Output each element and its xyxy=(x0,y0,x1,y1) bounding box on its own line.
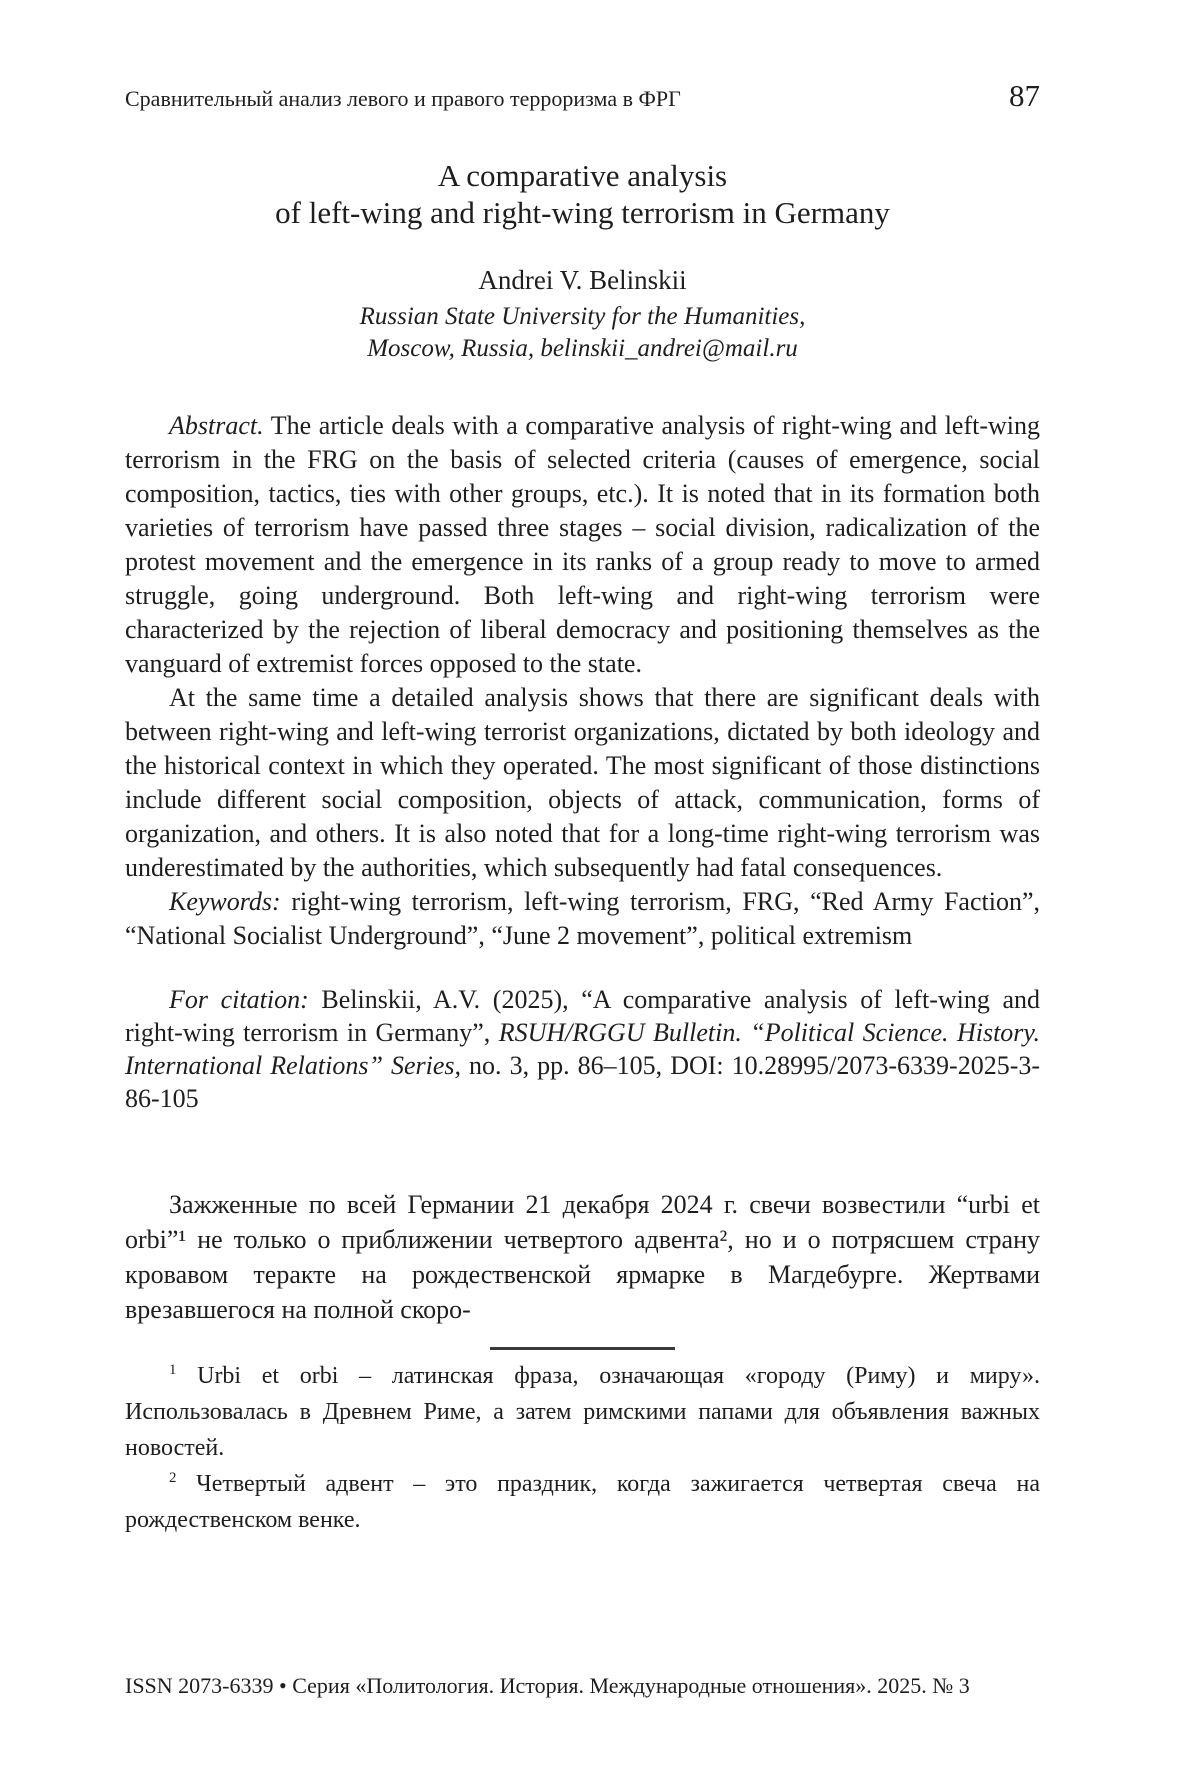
body-paragraph xyxy=(125,1187,1040,1327)
keywords-label: Keywords: xyxy=(169,887,281,916)
footnote-1 xyxy=(125,1358,1040,1466)
page-number: 87 xyxy=(1009,78,1040,113)
citation-text-2: no. 3, pp. 86–105, DOI: 10.28995/2073-6339-2025-3-86-105 xyxy=(125,1051,1041,1113)
footnote-2 xyxy=(125,1466,1040,1538)
keywords-paragraph xyxy=(125,885,1040,953)
body-text: Зажженные по всей Германии 21 декабря 2024 г. свечи возвестили “urbi et orbi”¹ не только о приближении четвертого адвента², но и о потрясшем страну кровавом теракте на рождественской ярмарке в Магдебурге. Жертвами врезавшегося на полной скоро- xyxy=(125,1190,1040,1324)
article-title-line2: of left-wing and right-wing terrorism in Germany xyxy=(275,195,890,230)
running-header xyxy=(125,78,1040,113)
citation-paragraph xyxy=(125,983,1040,1115)
abstract-text-1: The article deals with a comparative analysis of right-wing and left-wing terrorism in the FRG on the basis of selected criteria (causes of emergence, social composition, tactics, ties with other groups, etc.). It is noted that in its formation both varieties of terrorism have passed three stages – social division, radicalization of the protest movement and the emergence in its ranks of a group ready to move to armed struggle, going underground. Both left-wing and right-wing terrorism were characterized by the rejection of liberal democracy and positioning themselves as the vanguard of extremist forces opposed to the state. xyxy=(125,411,1041,678)
footnote-separator xyxy=(490,1347,675,1350)
author-affiliation xyxy=(125,301,1040,365)
citation-journal-title: RSUH/RGGU Bulletin. “Political Science. History. International Relations” Series, xyxy=(125,1018,1041,1080)
article-title-line1: A comparative analysis xyxy=(437,158,728,193)
abstract-label: Abstract. xyxy=(169,411,264,440)
footnotes-section xyxy=(125,1358,1040,1538)
footnote-1-text: Urbi et orbi – латинская фраза, означающая «городу (Риму) и миру». Использовалась в Древнем Риме, а затем римскими папами для объявления важных новостей. xyxy=(125,1363,1041,1461)
citation-text-1: Belinskii, A.V. (2025), “A comparative analysis of left-wing and right-wing terrorism in Germany”, xyxy=(125,985,1041,1047)
footnote-2-text: Четвертый адвент – это праздник, когда зажигается четвертая свеча на рождественском венке. xyxy=(125,1471,1041,1533)
abstract-text-2: At the same time a detailed analysis shows that there are significant deals with between right-wing and left-wing terrorist organizations, dictated by both ideology and the historical context in which they operated. The most significant of those distinctions include different social composition, objects of attack, communication, forms of organization, and others. It is also noted that for a long-time right-wing terrorism was underestimated by the authorities, which subsequently had fatal consequences. xyxy=(125,683,1040,882)
affiliation-line2: Moscow, Russia, belinskii_andrei@mail.ru xyxy=(367,335,798,362)
footnote-2-marker: 2 xyxy=(169,1470,177,1486)
article-title xyxy=(125,157,1040,231)
page-footer xyxy=(125,1672,1075,1700)
keywords-text: right-wing terrorism, left-wing terrorism, FRG, “Red Army Faction”, “National Socialist Underground”, “June 2 movement”, political extremism xyxy=(125,887,1040,950)
running-header-title: Сравнительный анализ левого и правого терроризма в ФРГ xyxy=(125,86,681,111)
citation-label: For citation: xyxy=(169,985,309,1014)
affiliation-line1: Russian State University for the Humanities, xyxy=(359,303,806,330)
footnote-1-marker: 1 xyxy=(169,1362,177,1378)
author-name: Andrei V. Belinskii xyxy=(478,265,687,295)
footer-text: ISSN 2073-6339 • Серия «Политология. История. Международные отношения». 2025. № 3 xyxy=(125,1673,970,1698)
abstract-paragraph-2 xyxy=(125,681,1040,885)
abstract-paragraph-1 xyxy=(125,409,1040,681)
